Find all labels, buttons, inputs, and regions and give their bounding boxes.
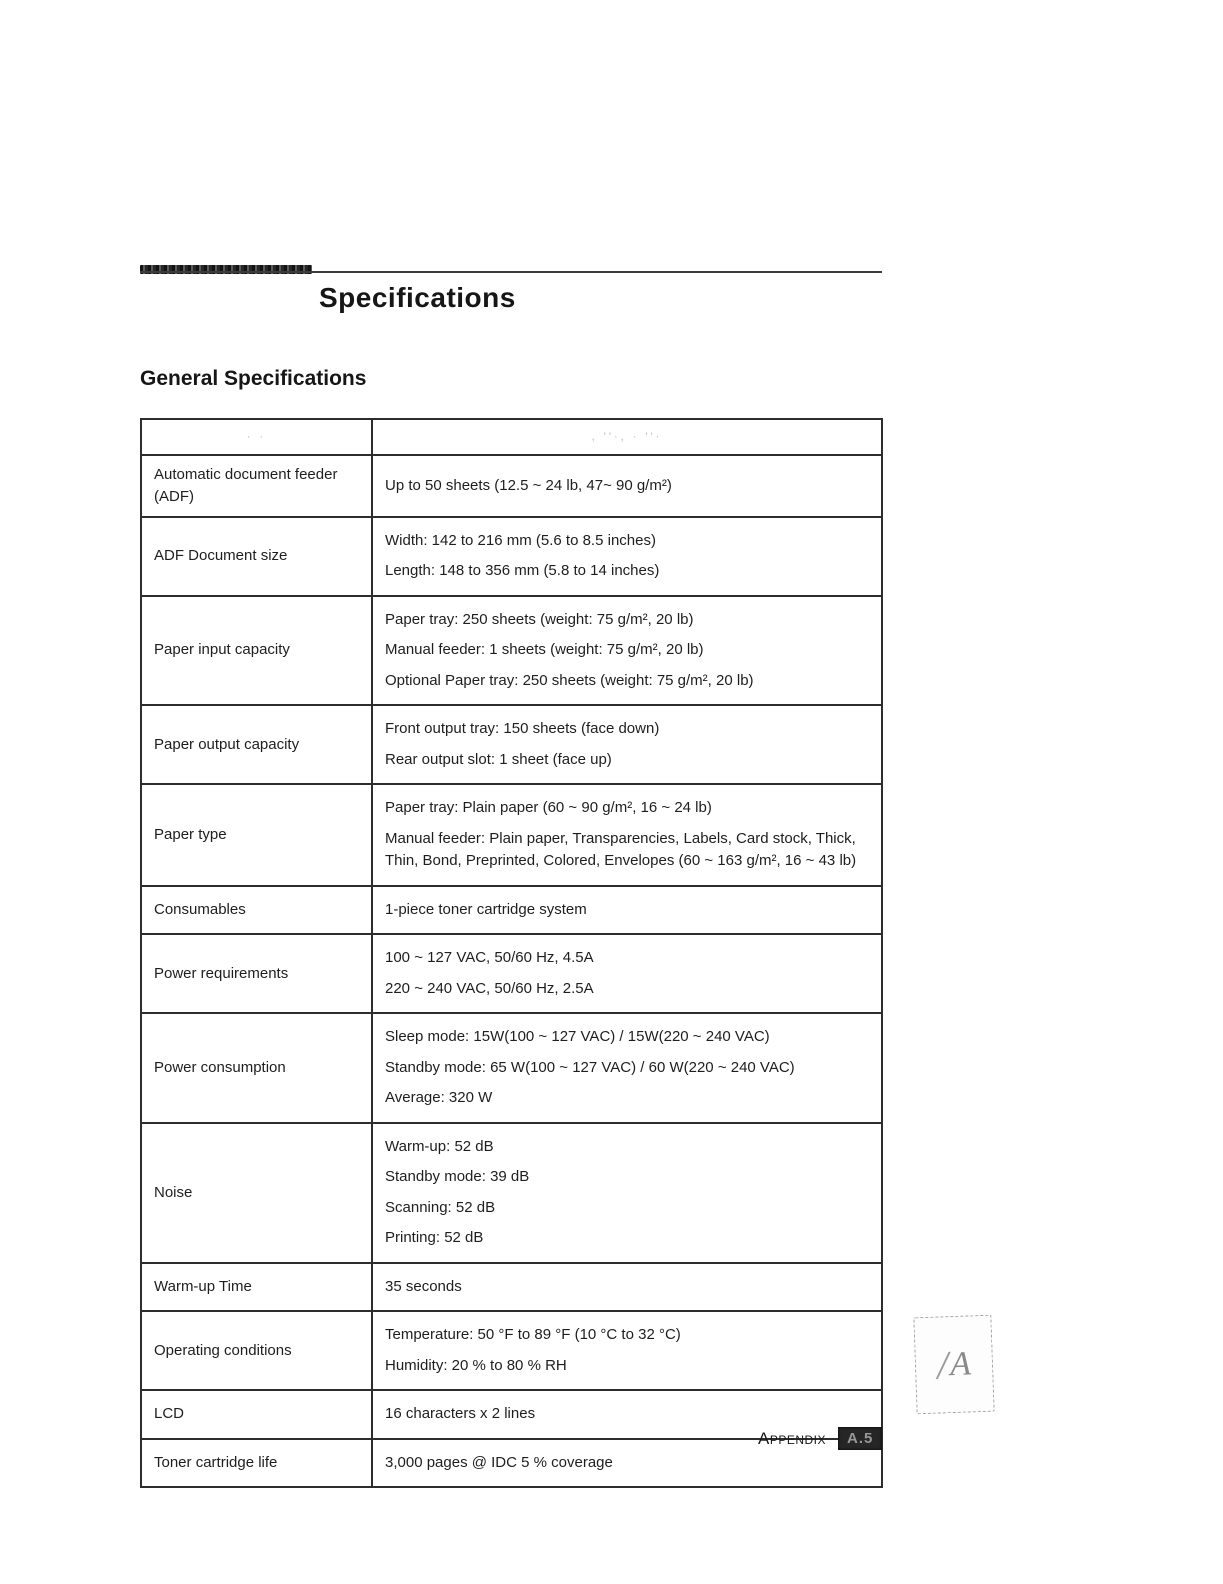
row-label: Operating conditions <box>154 1341 292 1359</box>
row-label: Toner cartridge life <box>154 1453 278 1471</box>
row-value-line: Standby mode: 39 dB <box>385 1168 530 1185</box>
stamp-a-glyph: A <box>949 1344 972 1383</box>
row-value-line: 16 characters x 2 lines <box>385 1405 536 1422</box>
row-value-line: Humidity: 20 % to 80 % RH <box>385 1356 567 1374</box>
row-value-line: Length: 148 to 356 mm (5.8 to 14 inches) <box>385 562 660 579</box>
row-label: Paper input capacity <box>154 641 290 659</box>
row-operating-conditions <box>141 1311 882 1390</box>
row-value-line: Up to 50 sheets (12.5 ~ 24 lb, 47~ 90 g/m²) <box>385 476 672 494</box>
stamp-slash-mark: / <box>936 1342 949 1388</box>
row-value-line: Rear output slot: 1 sheet (face up) <box>385 750 612 768</box>
row-value-line: Standby mode: 65 W(100 ~ 127 VAC) / 60 W(220 ~ 240 VAC) <box>385 1058 795 1076</box>
row-label: Noise <box>154 1183 193 1201</box>
row-value-line: Warm-up: 52 dB <box>385 1137 494 1155</box>
page-footer <box>758 1427 882 1450</box>
row-value-line: Paper tray: 250 sheets (weight: 75 g/m², 20 lb) <box>385 610 694 628</box>
row-noise <box>141 1123 882 1263</box>
row-label: ADF Document size <box>154 547 288 565</box>
row-value-line: Manual feeder: 1 sheets (weight: 75 g/m², 20 lb) <box>385 641 704 658</box>
header-cell-artifact-left: · · <box>141 419 372 455</box>
row-label: Consumables <box>154 900 246 918</box>
row-value-line: Sleep mode: 15W(100 ~ 127 VAC) / 15W(220 ~ 240 VAC) <box>385 1028 770 1045</box>
row-value-line: Paper tray: Plain paper (60 ~ 90 g/m², 16 ~ 24 lb) <box>385 799 712 816</box>
row-paper-type <box>141 784 882 886</box>
row-value-line: 220 ~ 240 VAC, 50/60 Hz, 2.5A <box>385 979 594 997</box>
row-consumables <box>141 886 882 935</box>
page-title: Specifications <box>319 282 516 313</box>
row-label: Power requirements <box>154 964 289 982</box>
row-label: Automatic document feeder (ADF) <box>154 466 338 505</box>
row-paper-input-capacity <box>141 596 882 706</box>
section-heading: General Specifications <box>140 367 367 390</box>
general-specifications-table <box>140 418 883 1488</box>
row-value-line: Temperature: 50 °F to 89 °F (10 °C to 32 °C) <box>385 1326 681 1343</box>
row-power-requirements <box>141 934 882 1013</box>
header-cell-artifact-right: , ''·, · ''· <box>372 419 882 455</box>
row-value-line: 1-piece toner cartridge system <box>385 900 587 918</box>
row-paper-output-capacity <box>141 705 882 784</box>
row-value-line: 3,000 pages @ IDC 5 % coverage <box>385 1453 613 1471</box>
row-label: Power consumption <box>154 1058 286 1076</box>
row-label: LCD <box>154 1405 185 1423</box>
row-power-consumption <box>141 1013 882 1123</box>
page-number-badge: A.5 <box>838 1427 882 1450</box>
row-warm-up-time <box>141 1263 882 1312</box>
row-value-line: Manual feeder: Plain paper, Transparencies, Labels, Card stock, Thick, Thin, Bond, Preprinted, Colored, Envelopes (60 ~ 163 g/m², 16 ~ 43 lb) <box>385 829 857 869</box>
table-header-row <box>141 419 882 455</box>
header-rule <box>140 271 882 273</box>
row-value-line: Printing: 52 dB <box>385 1229 484 1246</box>
row-label: Warm-up Time <box>154 1277 252 1295</box>
row-value-line: 35 seconds <box>385 1277 462 1295</box>
scan-stamp-box <box>913 1315 994 1415</box>
row-value-line: Front output tray: 150 sheets (face down) <box>385 720 660 737</box>
row-automatic-document-feeder <box>141 455 882 517</box>
row-value-line: Average: 320 W <box>385 1089 493 1106</box>
row-value-line: Optional Paper tray: 250 sheets (weight: 75 g/m², 20 lb) <box>385 671 754 689</box>
row-label: Paper output capacity <box>154 735 300 753</box>
row-value-line: Scanning: 52 dB <box>385 1198 496 1216</box>
row-value-line: 100 ~ 127 VAC, 50/60 Hz, 4.5A <box>385 949 594 966</box>
row-label: Paper type <box>154 825 227 843</box>
footer-appendix-label: Appendix <box>758 1428 827 1448</box>
row-adf-document-size <box>141 517 882 596</box>
row-value-line: Width: 142 to 216 mm (5.6 to 8.5 inches) <box>385 531 656 549</box>
